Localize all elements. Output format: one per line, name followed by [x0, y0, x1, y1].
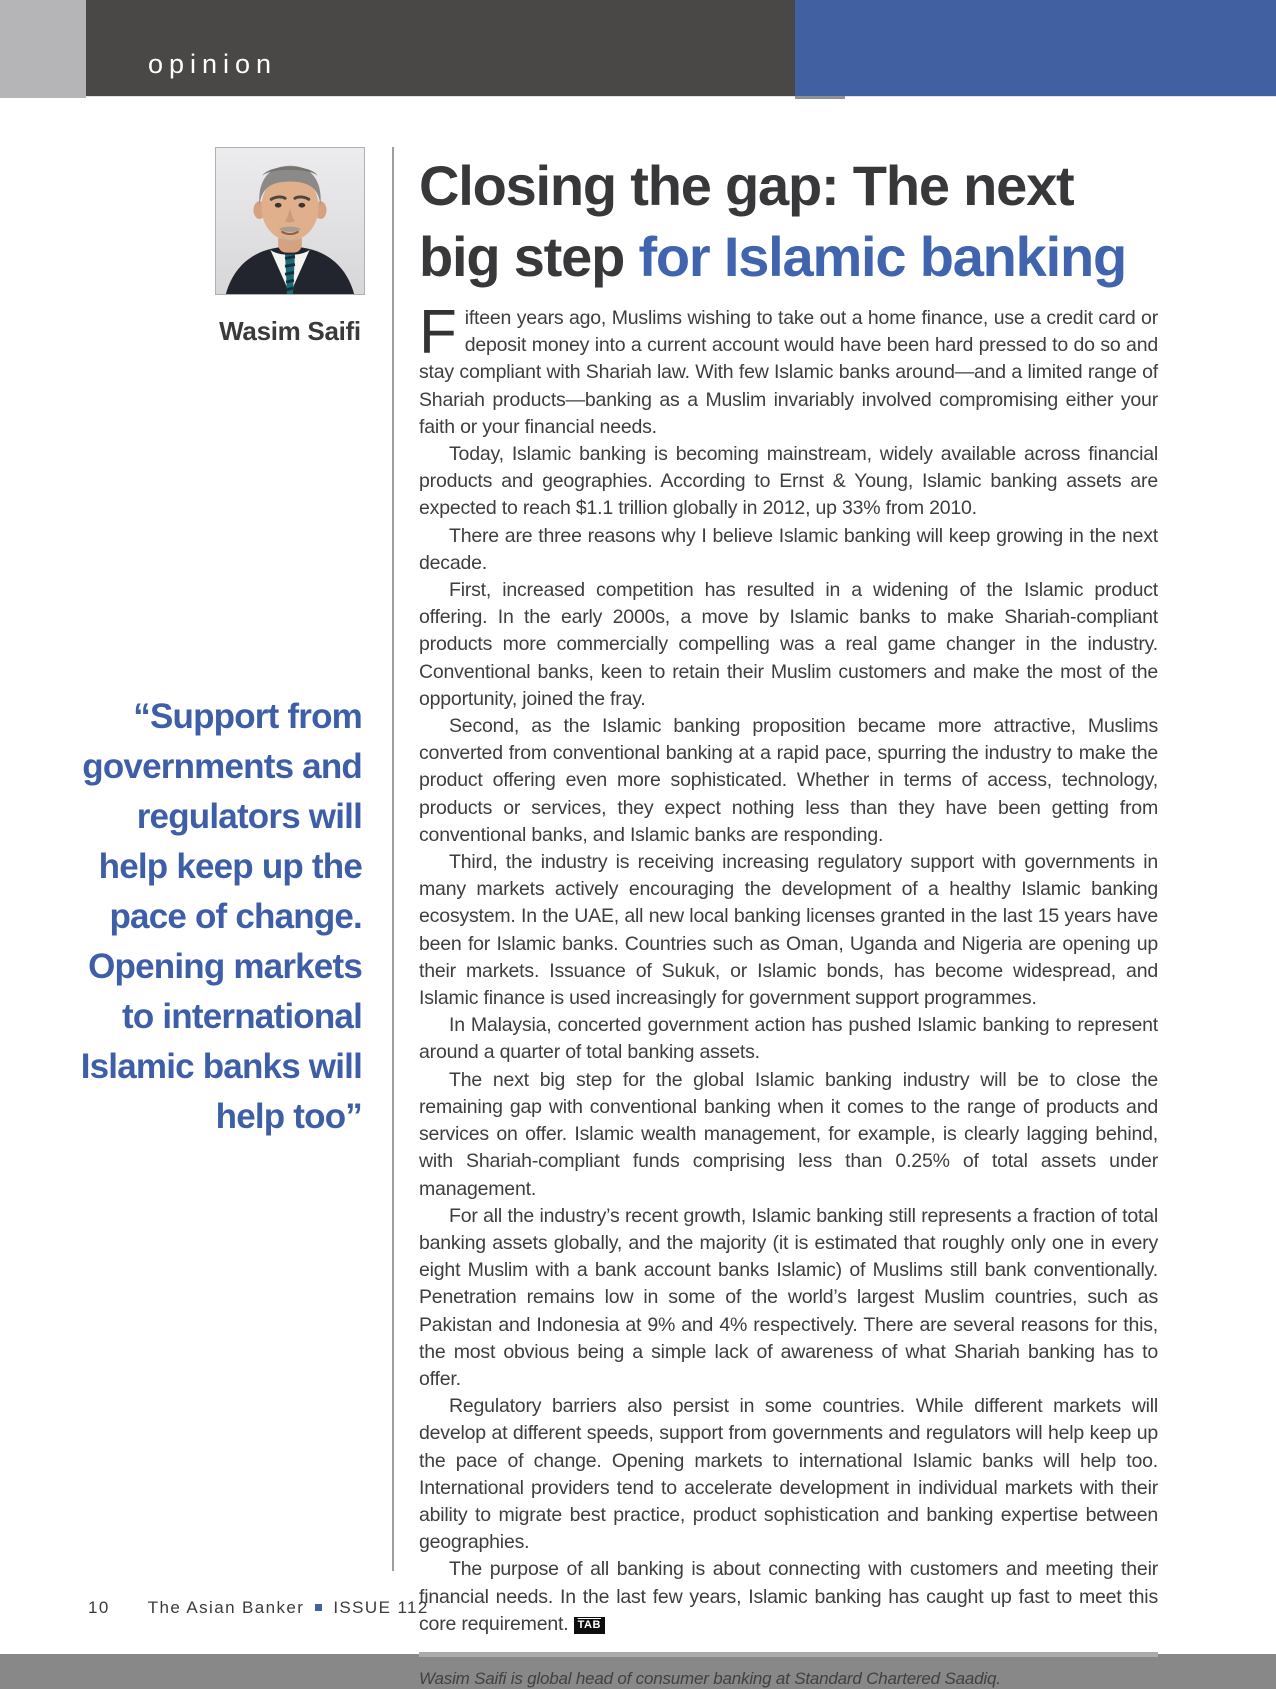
paragraph: There are three reasons why I believe Islamic banking will keep growing in the next decade. — [419, 524, 1158, 574]
pull-quote-line: to international — [122, 997, 362, 1036]
column-divider-rule — [392, 147, 394, 1571]
paragraph: The next big step for the global Islamic banking industry will be to close the remaining gap with conventional banking when it comes to the range of products and services on offer. Islamic wealth management, for example, is clearly lagging behind, with Shariah-compliant funds comprising less than 0.25% of total assets under management. — [419, 1068, 1158, 1200]
section-label: opinion — [148, 49, 278, 79]
portrait-illustration — [216, 148, 364, 294]
corner-gray-block — [0, 0, 86, 98]
paragraph-text: The purpose of all banking is about connecting with customers and meeting their financial needs. In the last few years, Islamic banking has caught up fast to meet this core requirement. — [419, 1558, 1158, 1635]
section-banner-blue — [795, 0, 1276, 96]
footer-bullet-icon — [315, 1604, 322, 1611]
paragraph: In Malaysia, concerted government action has pushed Islamic banking to represent around a quarter of total banking assets. — [419, 1014, 1158, 1064]
paragraph: For all the industry’s recent growth, Islamic banking still represents a fraction of total banking assets globally, and the majority (it is estimated that roughly only one in every eight Muslim with a bank account banks Islamic) of Muslims still bank conventionally. Penetration remains low in some of the world’s largest Muslim countries, such as Pakistan and Indonesia at 9% and 4% respectively. There are several reasons for this, the most obvious being a simple lack of awareness of what Shariah banking has to offer. — [419, 1204, 1158, 1390]
drop-cap: F — [419, 298, 457, 367]
paragraph: Second, as the Islamic banking proposition became more attractive, Muslims converted from conventional banking at a rapid pace, spurring the industry to make the product offering even more sophisticated. Whether in terms of access, technology, products or services, they expect nothing less than they have been getting from conventional banks, and Islamic banks are responding. — [419, 715, 1158, 846]
issue-number: ISSUE 112 — [333, 1598, 429, 1617]
pull-quote-line: Islamic banks will — [80, 1047, 362, 1086]
author-photo — [215, 147, 365, 295]
pull-quote-line: help keep up the — [98, 847, 362, 886]
paragraph: Today, Islamic banking is becoming mainstream, widely available across financial products and geographies. According to Ernst & Young, Islamic banking assets are expected to reach $1.1 trillion globally in 2012, up 33% from 2010. — [419, 443, 1158, 520]
magazine-name: The Asian Banker — [147, 1598, 305, 1617]
headline-line2-dark: big step — [419, 225, 639, 288]
article-headline — [419, 150, 1158, 292]
page-number: 10 — [88, 1598, 110, 1617]
article — [419, 150, 1158, 1689]
pull-quote-line: Opening markets — [88, 947, 362, 986]
paragraph — [419, 1556, 1158, 1638]
paragraph: Regulatory barriers also persist in some countries. While different markets will develop at different speeds, support from governments and regulators will help keep up the pace of change. Opening markets to international Islamic banks will help too. International providers tend to accelerate development in individual markets with their ability to migrate best practice, product sophistication and banking expertise between geographies. — [419, 1395, 1158, 1554]
author-name: Wasim Saifi — [219, 316, 361, 346]
article-body — [419, 298, 1158, 1638]
paragraph: First, increased competition has resulted in a widening of the Islamic product offering. In the early 2000s, a move by Islamic banks to make Shariah-compliant products more commercially compelling was a real game changer in the industry. Conventional banks, keen to retain their Muslim customers and make the most of the opportunity, joined the fray. — [419, 579, 1158, 710]
section-banner-dark — [86, 0, 795, 96]
paragraph — [419, 298, 1158, 441]
banner-dash — [795, 96, 845, 99]
banner-underline — [86, 96, 1276, 97]
paragraph-text: ifteen years ago, Muslims wishing to take out a home finance, use a credit card or deposit money into a current account would have been hard pressed to do so and stay compliant with Shariah law. With few Islamic banks around—and a limited range of Shariah products—banking as a Muslim invariably involved compromising either your faith or your financial needs. — [419, 307, 1158, 438]
headline-line1: Closing the gap: The next — [419, 154, 1074, 217]
page-footer — [88, 1598, 429, 1618]
pull-quote-line: pace of change. — [109, 897, 362, 936]
pull-quote-line: “Support from — [133, 697, 362, 736]
author-attribution: Wasim Saifi is global head of consumer banking at Standard Chartered Saadiq. — [419, 1668, 1001, 1688]
end-of-article-mark: $\overline{TAB}$ — [574, 1617, 605, 1634]
pull-quote-line: governments and — [82, 747, 362, 786]
paragraph: Third, the industry is receiving increasing regulatory support with governments in many markets actively encouraging the development of a healthy Islamic banking ecosystem. In the UAE, all new local banking licenses granted in the last 15 years have been for Islamic banks. Countries such as Oman, Uganda and Nigeria are opening up their markets. Issuance of Sukuk, or Islamic bonds, has become widespread, and Islamic finance is used increasingly for government support programmes. — [419, 851, 1158, 1010]
attribution-divider — [419, 1652, 1158, 1657]
pull-quote-line: help too” — [215, 1097, 362, 1136]
pull-quote-line: regulators will — [136, 797, 362, 836]
headline-line2-blue: for Islamic banking — [638, 225, 1126, 288]
pull-quote — [48, 692, 362, 1142]
